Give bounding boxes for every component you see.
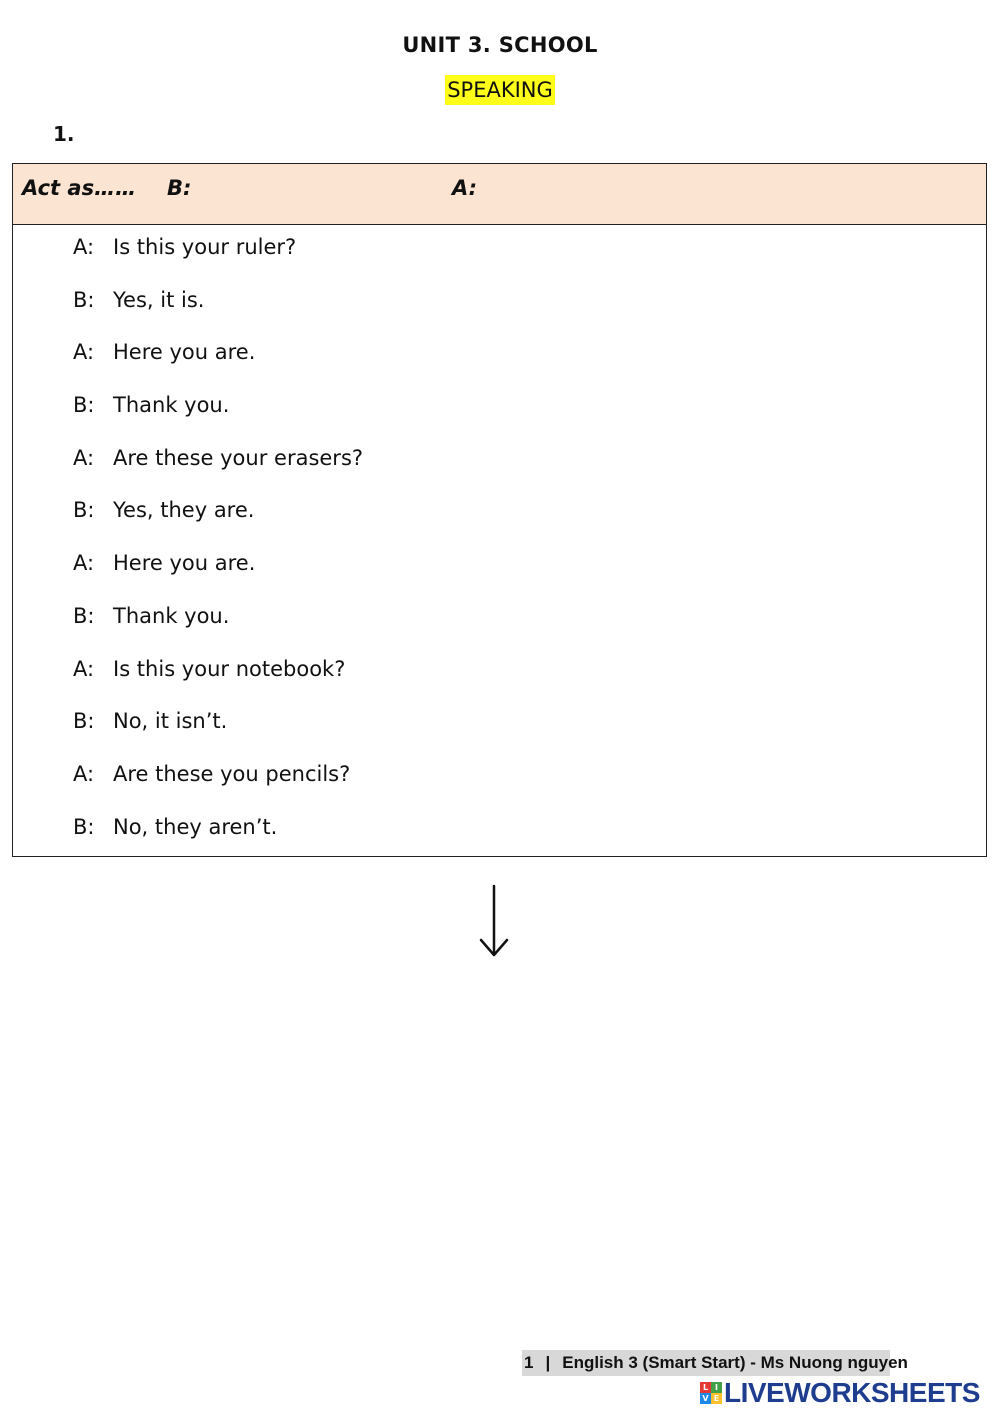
dialogue-speaker: A: (73, 235, 95, 259)
dialogue-line (13, 699, 986, 752)
dialogue-text: Here you are. (113, 340, 256, 365)
role-selection-row (13, 164, 986, 225)
dialogue-text: Thank you. (113, 603, 230, 628)
dialogue-text: Yes, it is. (113, 287, 205, 312)
logo-letter-tile: V (700, 1393, 711, 1404)
logo-letter-tile: E (711, 1393, 722, 1404)
dialogue-box (12, 163, 987, 857)
dialogue-speaker: A: (73, 761, 95, 786)
dialogue-text: Is this your ruler? (113, 235, 297, 259)
dialogue-text: Is this your notebook? (113, 656, 346, 681)
dialogue-line (13, 383, 986, 436)
footer-separator: | (545, 1353, 551, 1372)
dialogue-speaker: A: (73, 551, 95, 576)
liveworksheets-logo-icon (700, 1382, 722, 1404)
dialogue-text: Are these your erasers? (113, 445, 364, 470)
dialogue-speaker: B: (73, 287, 95, 312)
dialogue-speaker: B: (73, 498, 95, 523)
dialogue-text: Are these you pencils? (113, 761, 351, 786)
subtitle-wrapper (0, 75, 1000, 105)
dialogue-text: Here you are. (113, 551, 256, 576)
down-arrow-icon (474, 882, 514, 962)
dialogue-line (13, 805, 986, 858)
act-as-label: Act as…… (22, 176, 137, 200)
dialogue-line (13, 225, 986, 278)
dialogue-speaker: A: (73, 340, 95, 365)
footer-course-title: English 3 (Smart Start) - Ms Nuong nguyen (562, 1353, 908, 1372)
dialogue-speaker: A: (73, 445, 95, 470)
liveworksheets-brand (700, 1376, 980, 1410)
role-b-label: B: (167, 176, 192, 200)
dialogue-line (13, 647, 986, 700)
role-a-label: A: (452, 176, 478, 200)
dialogue-text: Thank you. (113, 393, 230, 418)
dialogue-line (13, 488, 986, 541)
page-title: UNIT 3. SCHOOL (402, 33, 598, 57)
dialogue-speaker: A: (73, 656, 95, 681)
dialogue-line (13, 278, 986, 331)
footer-page-number: 1 (524, 1353, 534, 1372)
dialogue-speaker: B: (73, 603, 95, 628)
dialogue-line (13, 541, 986, 594)
exercise-number: 1. (53, 122, 75, 146)
brand-name: LIVEWORKSHEETS (724, 1377, 980, 1408)
dialogue-line (13, 594, 986, 647)
dialogue-speaker: B: (73, 393, 95, 418)
dialogue-text: No, it isn’t. (113, 709, 228, 734)
dialogue-lines (13, 225, 986, 857)
logo-letter-tile: I (711, 1382, 722, 1393)
dialogue-text: No, they aren’t. (113, 814, 278, 839)
dialogue-speaker: B: (73, 709, 95, 734)
page-footer (522, 1350, 908, 1376)
logo-letter-tile: L (700, 1382, 711, 1393)
dialogue-speaker: B: (73, 814, 95, 839)
dialogue-line (13, 436, 986, 489)
section-heading-speaking: SPEAKING (445, 75, 555, 105)
dialogue-line (13, 752, 986, 805)
dialogue-text: Yes, they are. (113, 498, 255, 523)
dialogue-line (13, 330, 986, 383)
